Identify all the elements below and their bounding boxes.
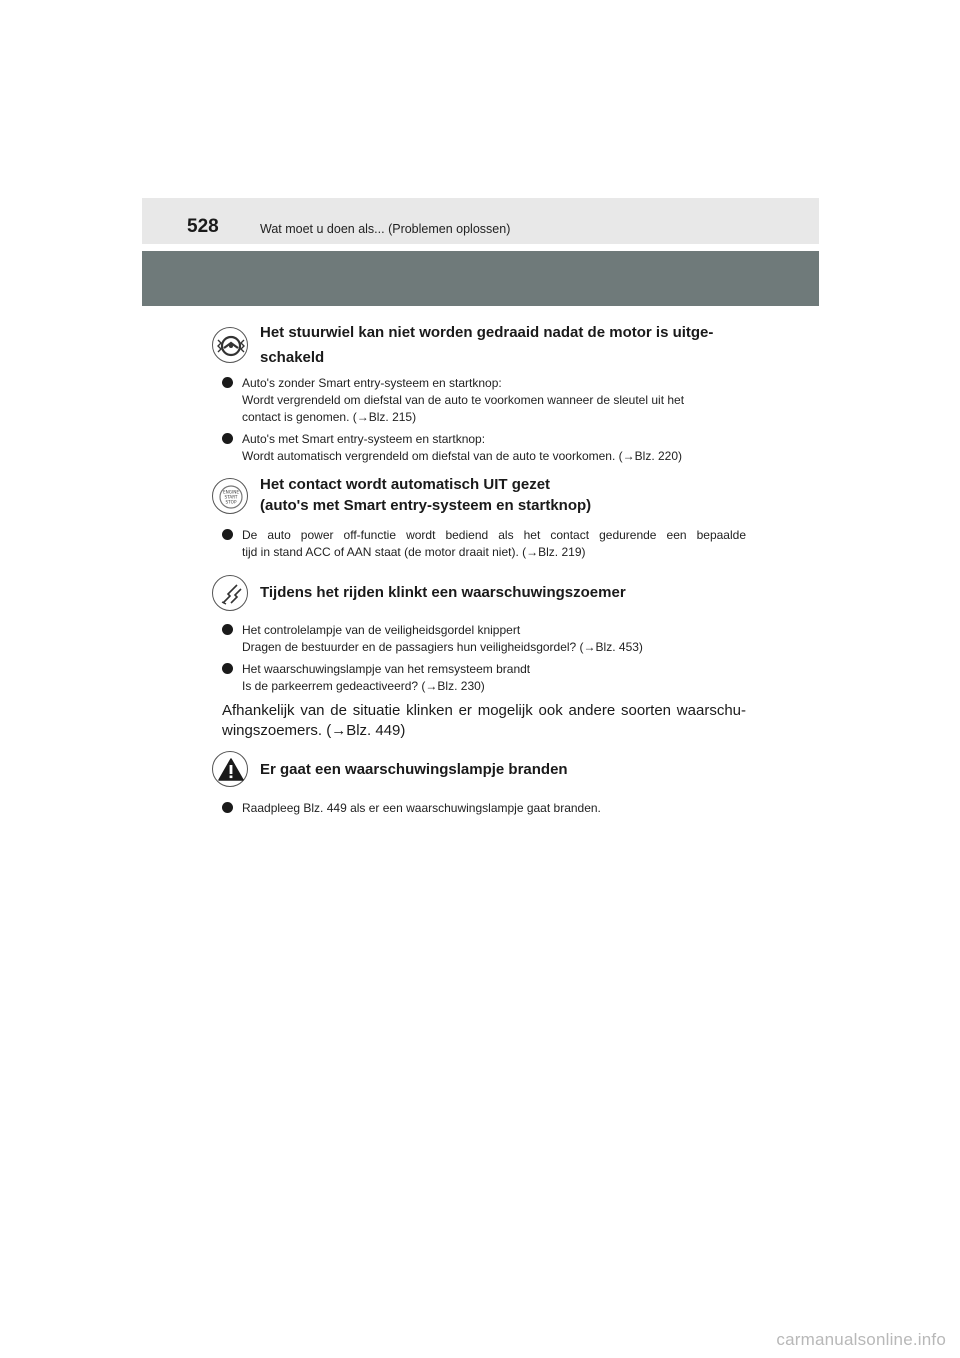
- steering-bullet1-line3: contact is genomen. (→Blz. 215): [242, 410, 417, 424]
- warning-light-heading: Er gaat een waarschuwingslampje branden: [260, 761, 568, 778]
- warning-light-bullet1-line1: Raadpleeg Blz. 449 als er een waarschuwingslampje gaat branden.: [242, 801, 601, 815]
- steering-heading: [260, 322, 744, 368]
- steering-lock-icon: [212, 327, 248, 363]
- icon-text-stop: STOP: [225, 499, 237, 505]
- bullet-dot-icon: [222, 802, 233, 813]
- buzzer-bullet2-line2: Is de parkeerrem gedeactiveerd? (→Blz. 230): [242, 679, 485, 693]
- warning-buzzer-icon: [212, 575, 248, 611]
- page-number: 528: [187, 216, 219, 237]
- power-off-bullet1-line2: tijd in stand ACC of AAN staat (de motor draait niet). (→Blz. 219): [242, 545, 586, 559]
- buzzer-paragraph-line2: wingszoemers. (→Blz. 449): [222, 722, 406, 739]
- warning-triangle-icon: [212, 751, 248, 787]
- bullet-dot-icon: [222, 433, 233, 444]
- icon-text-engine: ENGINE: [222, 489, 240, 495]
- header-band: [142, 198, 819, 244]
- bullet-dot-icon: [222, 529, 233, 540]
- section-bar: [142, 251, 819, 306]
- buzzer-paragraph-line1: Afhankelijk van de situatie klinken er mogelijk ook andere soorten waarschu-: [222, 702, 746, 719]
- steering-bullet2-line2: Wordt automatisch vergrendeld om diefstal van de auto te voorkomen. (→Blz. 220): [242, 449, 682, 463]
- watermark: carmanualsonline.info: [776, 1330, 946, 1349]
- buzzer-bullet2-line1: Het waarschuwingslampje van het remsysteem brandt: [242, 662, 531, 676]
- bullet-dot-icon: [222, 663, 233, 674]
- steering-heading-line1: Het stuurwiel kan niet worden gedraaid nadat de motor is uitge-: [260, 324, 714, 341]
- power-off-heading: [260, 474, 744, 516]
- buzzer-bullet1-line2: Dragen de bestuurder en de passagiers hun veiligheidsgordel? (→Blz. 453): [242, 640, 643, 654]
- steering-heading-line2: schakeld: [260, 349, 325, 366]
- buzzer-heading: Tijdens het rijden klinkt een waarschuwingszoemer: [260, 584, 626, 601]
- icon-text-start: START: [224, 494, 238, 500]
- power-off-heading-line2: (auto's met Smart entry-systeem en startknop): [260, 497, 592, 514]
- power-off-bullet1-line1: De auto power off-functie wordt bediend als het contact gedurende een bepaalde: [242, 528, 746, 542]
- bullet-dot-icon: [222, 624, 233, 635]
- buzzer-paragraph: [222, 701, 746, 741]
- bullet-dot-icon: [222, 377, 233, 388]
- steering-bullet1-line2: Wordt vergrendeld om diefstal van de auto te voorkomen wanneer de sleutel uit het: [242, 393, 685, 407]
- chapter-title: Wat moet u doen als... (Problemen oplossen): [260, 222, 511, 236]
- engine-start-stop-button-icon: [212, 478, 248, 514]
- power-off-heading-line1: Het contact wordt automatisch UIT gezet: [260, 476, 551, 493]
- steering-bullet1-line1: Auto's zonder Smart entry-systeem en startknop:: [242, 376, 502, 390]
- buzzer-bullet1-line1: Het controlelampje van de veiligheidsgordel knippert: [242, 623, 521, 637]
- steering-bullet2-line1: Auto's met Smart entry-systeem en startknop:: [242, 432, 486, 446]
